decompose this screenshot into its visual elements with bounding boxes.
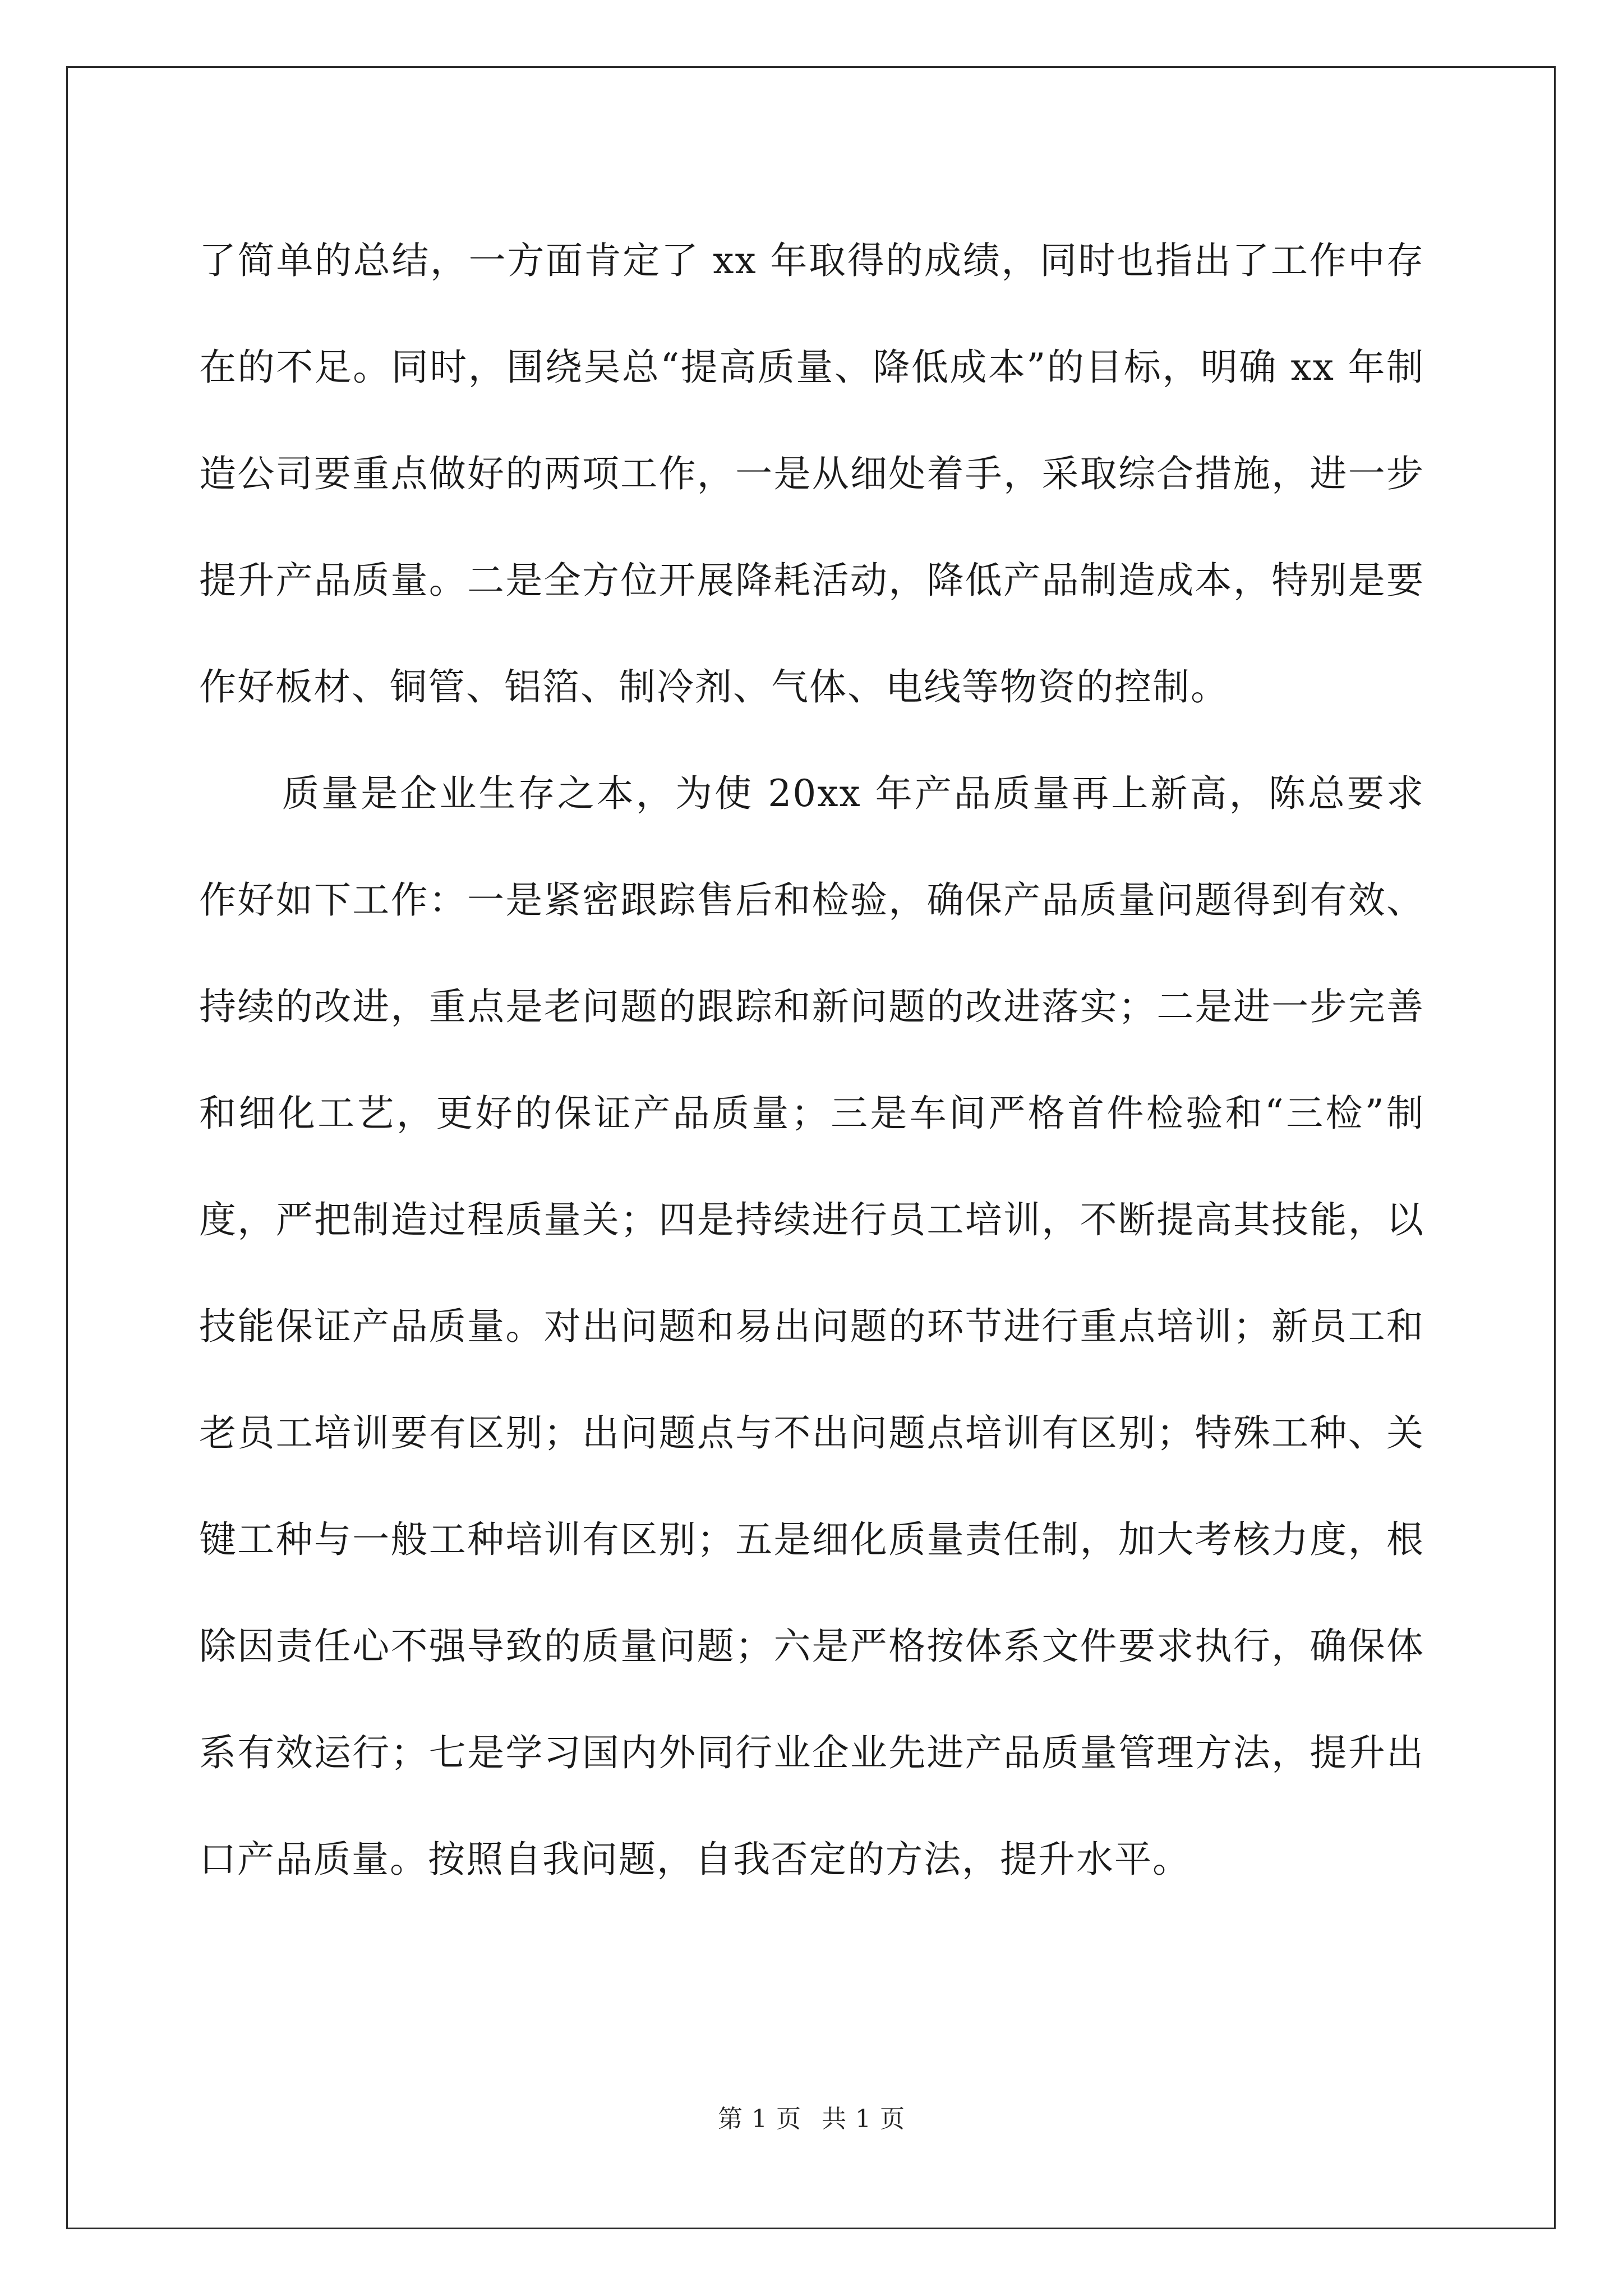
paragraph-1: 了简单的总结，一方面肯定了 xx 年取得的成绩，同时也指出了工作中存在的不足。同时，围绕吴总“提高质量、降低成本”的目标，明确 xx 年制造公司要重点做好的两项工作，一是从细处着手，采取综合措施，进一步提升产品质量。二是全方位开展降耗活动，降低产品制造成本，特别是要作好板材、铜管、铝箔、制冷剂、气体、电线等物资的控制。 [199, 239, 1424, 708]
paragraph-2: 质量是企业生存之本，为使 20xx 年产品质量再上新高，陈总要求作好如下工作：一是紧密跟踪售后和检验，确保产品质量问题得到有效、持续的改进，重点是老问题的跟踪和新问题的改进落实；二是进一步完善和细化工艺，更好的保证产品质量；三是车间严格首件检验和“三检”制度，严把制造过程质量关；四是持续进行员工培训，不断提高其技能，以技能保证产品质量。对出问题和易出问题的环节进行重点培训；新员工和老员工培训要有区别；出问题点与不出问题点培训有区别；特殊工种、关键工种与一般工种培训有区别；五是细化质量责任制，加大考核力度，根除因责任心不强导致的质量问题；六是严格按体系文件要求执行，确保体系有效运行；七是学习国内外同行业企业先进产品质量管理方法，提升出口产品质量。按照自我问题，自我否定的方法，提升水平。 [199, 772, 1424, 1881]
document-body [199, 208, 1424, 1913]
page-number-current: 第 1 页 [718, 2105, 801, 2133]
page-number-total: 共 1 页 [822, 2105, 905, 2133]
page-footer [0, 2102, 1623, 2136]
